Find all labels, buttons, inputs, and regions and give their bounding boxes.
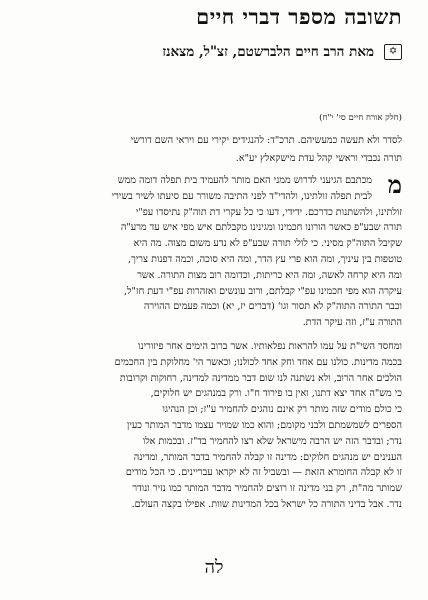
body-text <box>22 170 402 521</box>
text-line: וכבר התורה התוה"ק לא תסור וגו' (דברים יז, יא) וכמה פעמים ההוירה <box>143 301 402 313</box>
text-line: שקיבל התוה"ק מסיני. כי לולי תורה שבע"פ לא נדע משום מצוה. מה היא <box>133 238 402 250</box>
text-line: כי כולם מודים שזה מותר רק אינם נוהגים להחמיר ע"ז; וכן הנהיגו <box>162 404 402 416</box>
text-line: זולתינו, ולהשתנות כדרכם. ידידי, דעו כי כל עקרי דת תוה"ק נתיסדו עפ"י <box>135 206 402 218</box>
emblem-icon: ✡ <box>384 44 402 60</box>
address-line: תורה נכבדי וראשי קהל עדת מישקאלץ יע"א. <box>235 153 402 164</box>
text-line: מכתבם הגיעני לדרוש ממני האם מותר להעמיד בית תפלה דומה ממש <box>117 175 372 186</box>
text-line: שמותר מה"ת, רק בני מדינה זו רוצים להחמיר מדבר המותר כמו נזיר ונודר <box>132 483 402 495</box>
text-line: נדר; ובדבר הזה יש הרבה מישראל שלא רצו להחמיר בד"ז. ובכמות אלו <box>142 435 402 447</box>
text-line: בכמה מדינות. כולנו עם אחד וחק אחד לכולנו; וכאשר הי' מחלוקת בין החכמים <box>114 356 402 368</box>
text-line: ומחסד השי"ת על עמו להראות נפלאותיו. אשר ברוב הימים אחר פיזורינו <box>138 340 402 352</box>
text-line: עיקרה הוא מפי חכמינו עפ"י קבלתם, ורוב עונשים ואזהרות עפ"י דעת חז"ל, <box>123 285 402 297</box>
text-line: התורה ע"ז, וזה עיקר הדת. <box>302 317 402 329</box>
text-line: נדר. אבל בדיני התורה כל ישראל בכל המדינות שוות. אפילו בקצה העולם. <box>131 498 402 510</box>
paragraph <box>22 339 402 513</box>
byline-row <box>20 44 402 60</box>
section-reference: (חלק אורח חיים סי' י"ח) <box>319 113 402 123</box>
text-line: זו לא קבלה החומרא הזאת — ובשביל זה לא יקראו עבריינים. כי הכל מודים <box>125 467 402 479</box>
text-line: הספרים לשמשמתם ולבני מקומם; והוא כמו שמויר עצמו מדבר המותר כעין <box>126 419 402 431</box>
author-byline: מאת הרב חיים הלברשטם, זצ"ל, מצאנז <box>162 44 374 60</box>
text-line: כי מש"ה אחד יצא דתנו, ואין בו פירוד ח"ו. ורק במנהגים יש חלוקים, <box>150 388 402 400</box>
address-line: לסדר ולא תעשה כמעשיהם. תרכ"ד: להנגידים יקירי עם ויראי השם דורשי <box>130 135 402 146</box>
drop-cap: מ <box>387 170 402 199</box>
page-number: לה <box>204 557 224 578</box>
paragraph <box>22 170 402 331</box>
page-title: תשובה מספר דברי חיים <box>196 4 402 29</box>
text-line: לבית תפלה זולתינו, ולהדי"ד לפני התיבה משורר עם סיעתו לשיר בשירי <box>111 190 372 202</box>
text-line: תורה שבע"פ כאשר הורונו חכמינו ומגינינו מקבלתם איש מפי איש עד מרע"ה <box>120 222 402 234</box>
address-block <box>22 132 402 168</box>
text-line: ומה היא קרחה לאשה, ומה היא כריתות, וכדומה רוב מצות התורה. אשר <box>137 269 402 281</box>
text-line: טוטפות בין עיניך, ומה הוא פרי עץ הדר, ומה היא סוכה, וכמה דפנות צריך, <box>128 253 402 265</box>
text-line: הולכים אחר הרוב, ולא נשתנה לנו שום דבר ממדינה למדינה, רחוקות וקרובות <box>119 372 402 384</box>
text-line: הענינים יש מנהגים חלוקים: מדינה זו קבלה להחמיר בדבר המותר, ומדינה <box>133 451 402 463</box>
